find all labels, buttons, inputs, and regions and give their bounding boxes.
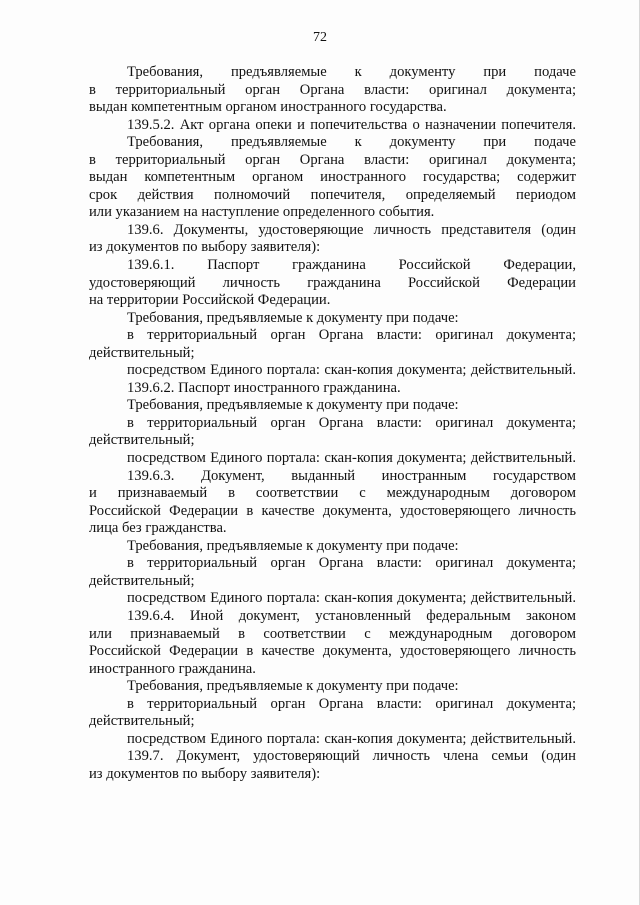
- text-line: из документов по выбору заявителя):: [89, 239, 321, 256]
- text-line: 139.5.2. Акт органа опеки и попечительства о назначении попечителя.: [127, 116, 576, 133]
- text-line: Требования, предъявляемые к документу при подаче:: [127, 309, 459, 326]
- text-line: 139.6.1. Паспорт гражданина Российской Федерации,: [127, 257, 576, 274]
- page-number: 72: [313, 30, 327, 45]
- text-line: посредством Единого портала: скан-копия документа; действительный.: [127, 730, 576, 747]
- text-line: в территориальный орган Органа власти: оригинал документа;: [89, 81, 576, 98]
- text-line: Требования, предъявляемые к документу при подаче: [127, 64, 576, 80]
- text-line: в территориальный орган Органа власти: оригинал документа;: [127, 327, 576, 344]
- text-line: Требования, предъявляемые к документу при подаче:: [127, 678, 459, 695]
- text-line: посредством Единого портала: скан-копия документа; действительный.: [127, 450, 576, 467]
- text-line: 139.6. Документы, удостоверяющие личность представителя (один: [127, 221, 576, 238]
- text-line: и признаваемый в соответствии с международным договором: [89, 485, 576, 502]
- text-line: действительный;: [89, 713, 195, 730]
- text-line: или указанием на наступление определенного события.: [89, 204, 435, 221]
- text-line: 139.7. Документ, удостоверяющий личность члена семьи (один: [127, 748, 576, 765]
- text-line: Требования, предъявляемые к документу при подаче:: [127, 397, 459, 414]
- text-line: 139.6.4. Иной документ, установленный федеральным законом: [127, 607, 576, 624]
- text-line: действительный;: [89, 344, 195, 361]
- text-line: или признаваемый в соответствии с международным договором: [89, 625, 576, 642]
- text-line: из документов по выбору заявителя):: [89, 765, 321, 782]
- text-line: срок действия полномочий попечителя, определяемый периодом: [89, 186, 576, 203]
- document-body: [89, 64, 576, 783]
- text-line: в территориальный орган Органа власти: оригинал документа;: [127, 555, 576, 572]
- text-line: лица без гражданства.: [89, 520, 227, 537]
- text-line: в территориальный орган Органа власти: оригинал документа;: [89, 151, 576, 168]
- text-line: иностранного гражданина.: [89, 660, 256, 677]
- text-line: посредством Единого портала: скан-копия документа; действительный.: [127, 362, 576, 379]
- text-line: выдан компетентным органом иностранного государства; содержит: [89, 169, 576, 186]
- text-line: выдан компетентным органом иностранного государства.: [89, 99, 447, 116]
- text-line: 139.6.2. Паспорт иностранного гражданина.: [127, 379, 401, 396]
- text-line: Российской Федерации в качестве документа, удостоверяющего личность: [89, 502, 576, 519]
- text-line: на территории Российской Федерации.: [89, 292, 331, 309]
- text-line: Российской Федерации в качестве документа, удостоверяющего личность: [89, 643, 576, 660]
- text-line: в территориальный орган Органа власти: оригинал документа;: [127, 414, 576, 431]
- text-line: удостоверяющий личность гражданина Российской Федерации: [89, 274, 576, 291]
- text-line: посредством Единого портала: скан-копия документа; действительный.: [127, 590, 576, 607]
- text-line: Требования, предъявляемые к документу при подаче: [127, 134, 576, 151]
- text-line: Требования, предъявляемые к документу при подаче:: [127, 537, 459, 554]
- text-line: 139.6.3. Документ, выданный иностранным государством: [127, 467, 576, 484]
- text-line: в территориальный орган Органа власти: оригинал документа;: [127, 695, 576, 712]
- text-line: действительный;: [89, 572, 195, 589]
- text-line: действительный;: [89, 432, 195, 449]
